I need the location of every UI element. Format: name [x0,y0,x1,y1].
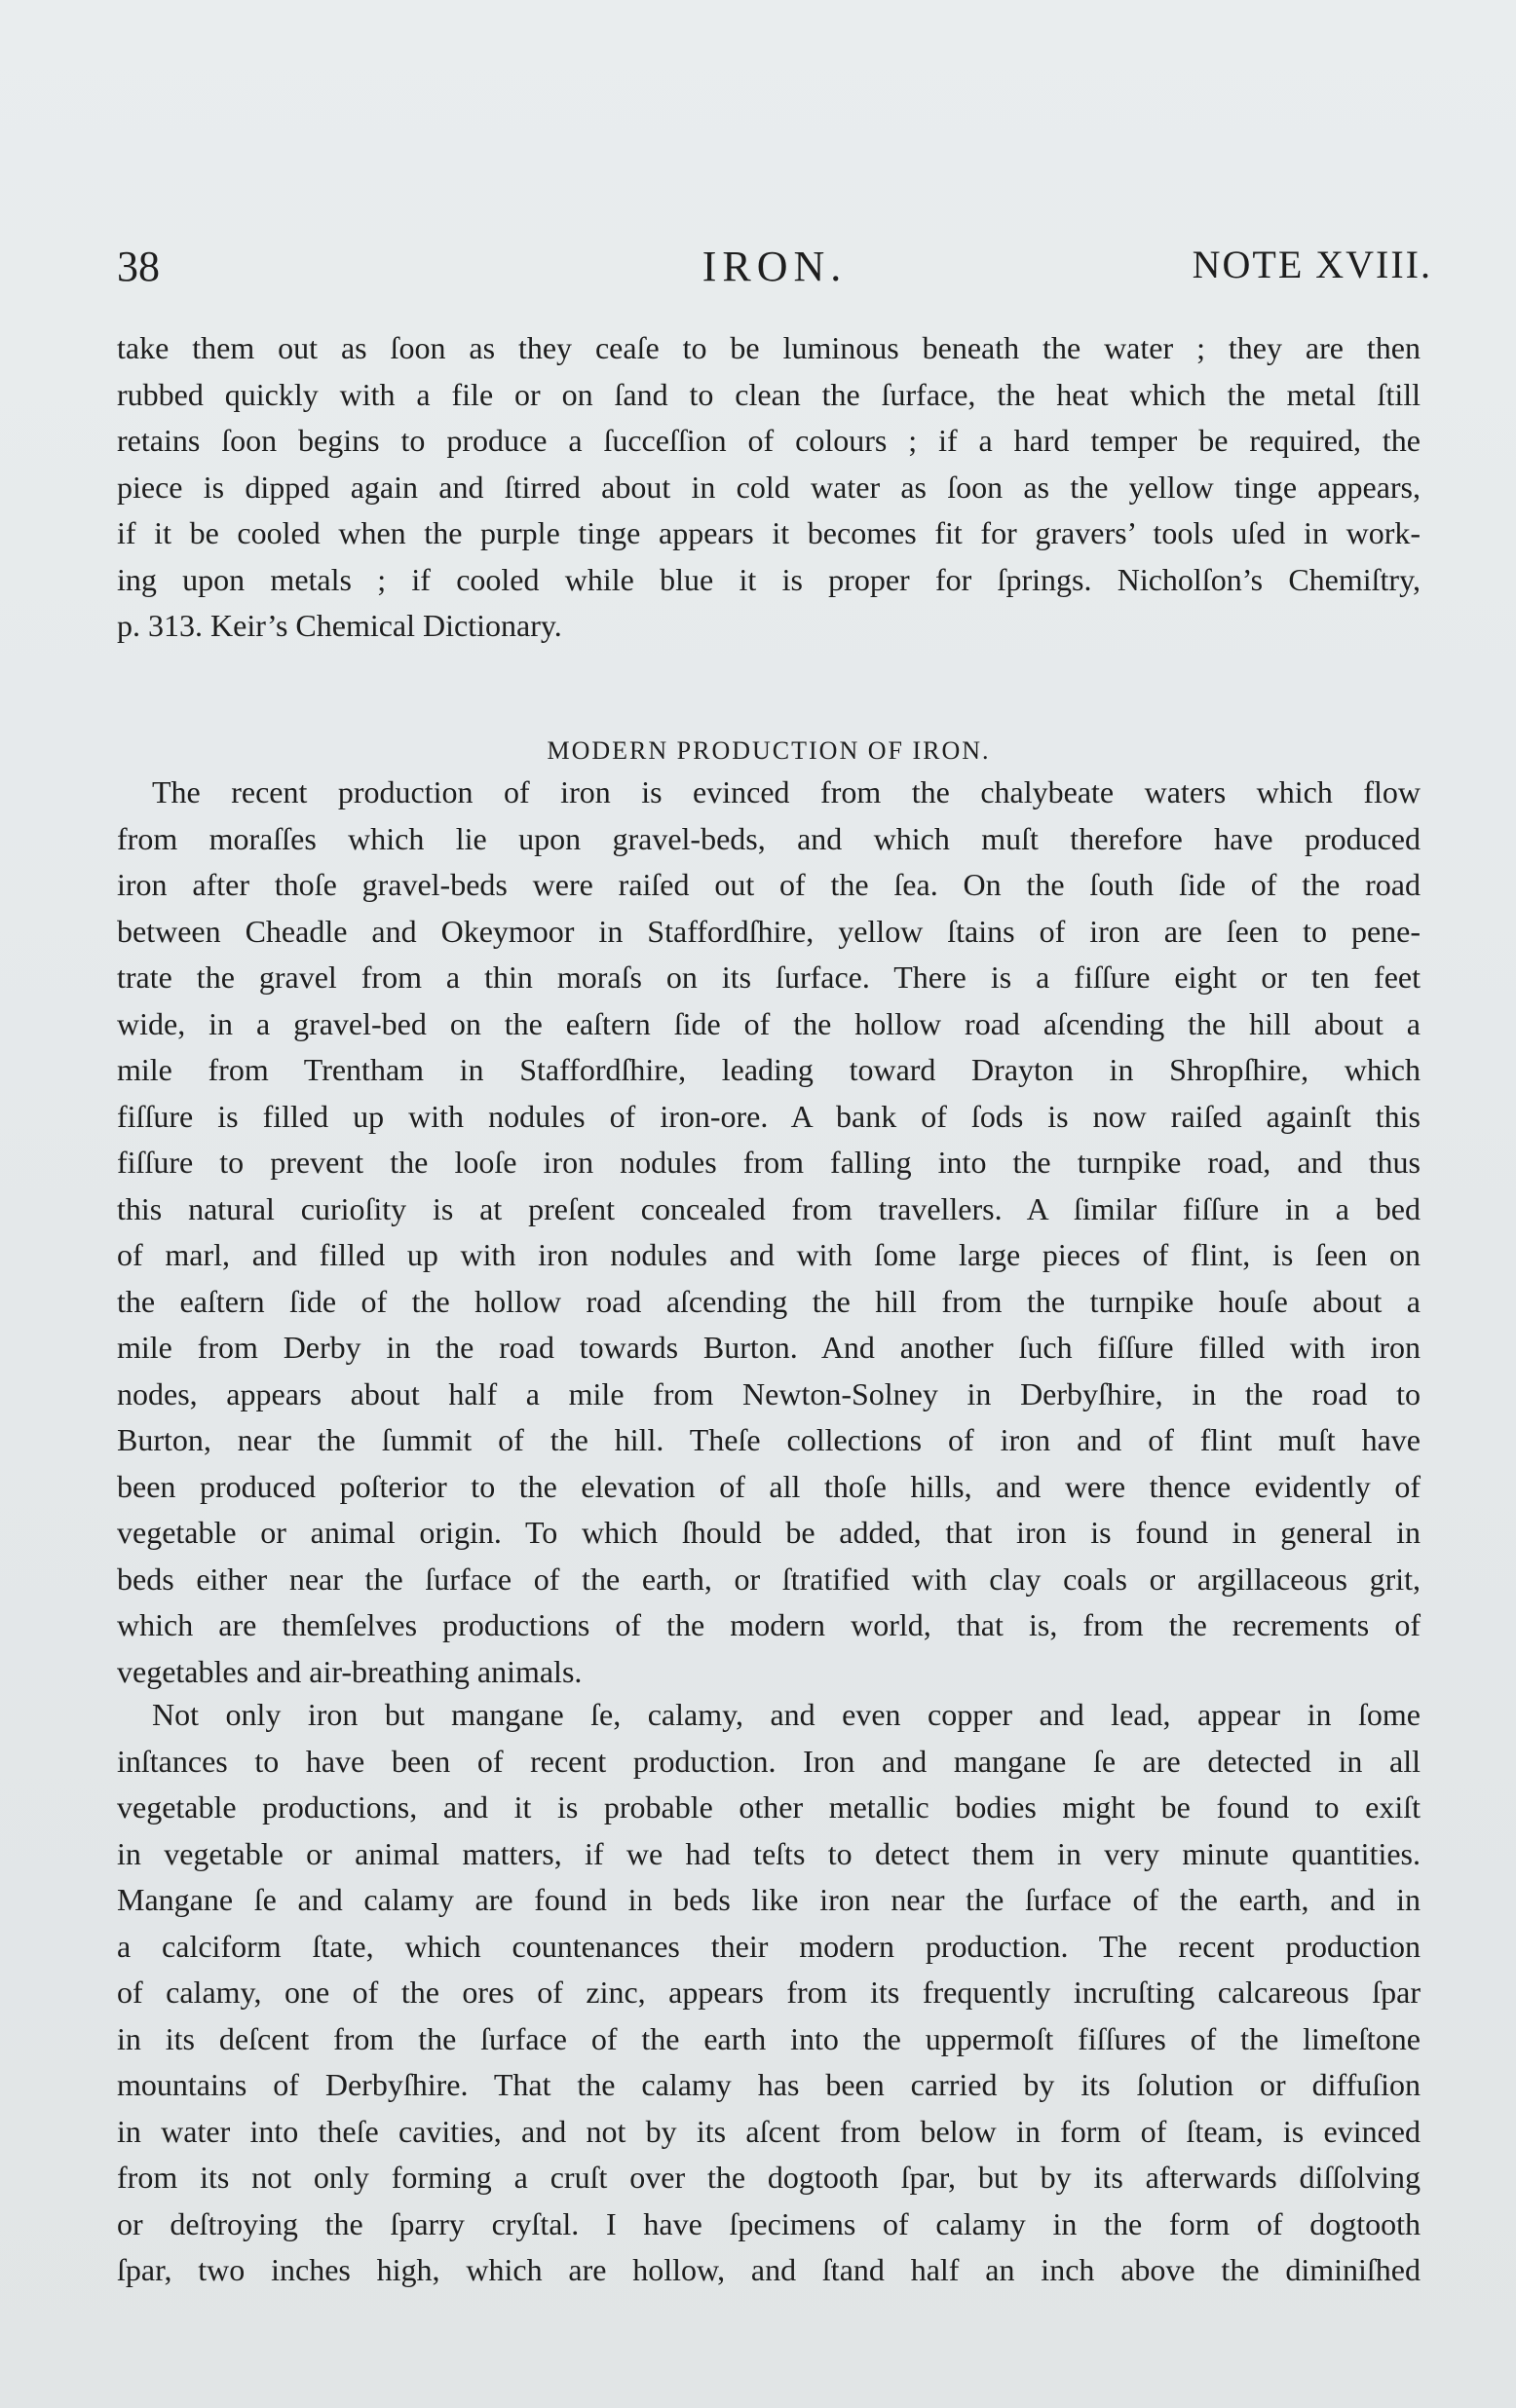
text-line: take them out as ſoon as they ceaſe to be luminous beneath the water ; they are then [117,330,1421,365]
text-line: or deſtroying the ſparry cryſtal. I have ſpecimens of calamy in the form of dogtooth [117,2205,1421,2241]
text-line: mile from Trentham in Staffordſhire, leading toward Drayton in Shropſhire, which [117,1052,1421,1087]
text-line: vegetable productions, and it is probable other metallic bodies might be found to exiſt [117,1789,1421,1825]
text-line: The recent production of iron is evinced from the chalybeate waters which flow [152,774,1421,809]
text-line: wide, in a gravel-bed on the eaſtern ſide of the hollow road aſcending the hill about a [117,1005,1421,1041]
paragraph-other-metals [117,1692,1421,2294]
section-heading: MODERN PRODUCTION OF IRON. [547,736,991,765]
text-line: from its not only forming a cruſt over the dogtooth ſpar, but by its afterwards diſſolving [117,2160,1421,2195]
note-label: NOTE XVIII. [1192,243,1432,286]
text-line: mountains of Derbyſhire. That the calamy has been carried by its ſolution or diffuſion [117,2067,1421,2102]
text-line: retains ſoon begins to produce a ſucceſſion of colours ; if a hard temper be required, the [117,423,1421,458]
text-line: been produced poſterior to the elevation of all thoſe hills, and were thence evidently of [117,1468,1421,1504]
text-line: Mangane ſe and calamy are found in beds like iron near the ſurface of the earth, and in [117,1882,1421,1917]
text-line: rubbed quickly with a file or on ſand to clean the ſurface, the heat which the metal ſtill [117,376,1421,412]
text-line: in water into theſe cavities, and not by its aſcent from below in form of ſteam, is evinced [117,2113,1421,2149]
text-line: a calciform ſtate, which countenances their modern production. The recent production [117,1928,1421,1964]
text-line: iron after thoſe gravel-beds were raiſed out of the ſea. On the ſouth ſide of the road [117,867,1421,902]
text-line: p. 313. Keir’s Chemical Dictionary. [117,608,562,643]
paragraph-modern-production [117,770,1421,1695]
text-line: mile from Derby in the road towards Burton. And another ſuch fiſſure filled with iron [117,1330,1421,1365]
running-title: IRON. [701,243,848,290]
text-line: from moraſſes which lie upon gravel-beds, and which muſt therefore have produced [117,820,1421,856]
page-header [117,242,1432,300]
text-line: nodes, appears about half a mile from Newton-Solney in Derbyſhire, in the road to [117,1375,1421,1411]
text-line: in vegetable or animal matters, if we had teſts to detect them in very minute quantities. [117,1835,1421,1871]
text-line: Not only iron but mangane ſe, calamy, and even copper and lead, appear in ſome [152,1697,1421,1732]
text-line: of marl, and filled up with iron nodules and with ſome large pieces of flint, is ſeen on [117,1237,1421,1272]
text-line: piece is dipped again and ſtirred about in cold water as ſoon as the yellow tinge appears, [117,469,1421,505]
text-line: vegetables and air-breathing animals. [117,1653,583,1689]
text-line: vegetable or animal origin. To which ſhould be added, that iron is found in general in [117,1515,1421,1550]
paragraph-continuation [117,325,1421,650]
text-line: fiſſure to prevent the looſe iron nodules from falling into the turnpike road, and thus [117,1145,1421,1180]
text-line: the eaſtern ſide of the hollow road aſcending the hill from the turnpike houſe about a [117,1283,1421,1319]
text-line: this natural curioſity is at preſent concealed from travellers. A ſimilar fiſſure in a bed [117,1190,1421,1226]
text-line: fiſſure is filled up with nodules of iron-ore. A bank of ſods is now raiſed againſt this [117,1098,1421,1134]
text-line: which are themſelves productions of the modern world, that is, from the recrements of [117,1607,1421,1642]
text-line: of calamy, one of the ores of zinc, appears from its frequently incruſting calcareous ſpar [117,1975,1421,2010]
text-line: Burton, near the ſummit of the hill. Theſe collections of iron and of flint muſt have [117,1422,1421,1457]
text-line: ſpar, two inches high, which are hollow, and ſtand half an inch above the diminiſhed [117,2252,1421,2287]
text-line: in its deſcent from the ſurface of the earth into the uppermoſt fiſſures of the limeſtone [117,2020,1421,2056]
text-line: inſtances to have been of recent production. Iron and mangane ſe are detected in all [117,1743,1421,1779]
page-number: 38 [117,243,160,290]
text-line: trate the gravel from a thin moraſs on its ſurface. There is a fiſſure eight or ten feet [117,959,1421,995]
text-line: between Cheadle and Okeymoor in Staffordſhire, yellow ſtains of iron are ſeen to pene- [117,913,1421,949]
text-line: beds either near the ſurface of the earth, or ſtratified with clay coals or argillaceous grit, [117,1561,1421,1597]
text-line: ing upon metals ; if cooled while blue it is proper for ſprings. Nicholſon’s Chemiſtry, [117,561,1421,597]
text-line: if it be cooled when the purple tinge appears it becomes fit for gravers’ tools uſed in work- [117,515,1421,550]
